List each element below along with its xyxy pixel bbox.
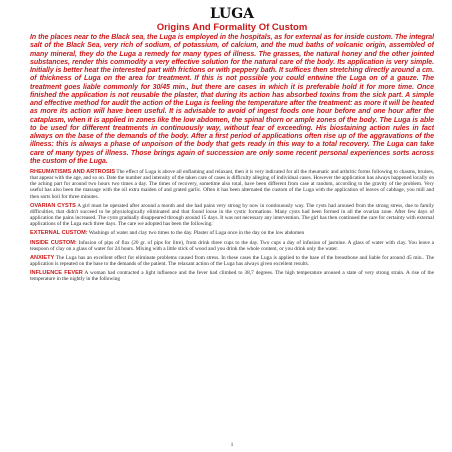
section-text: A woman had contracted a light influence and the fever had climbed to 38,7 degrees. The high temperature aroused a state of very strong strain. A rise of the temperature in the nightly in the following	[30, 270, 434, 283]
section-heading: OVARIAN CYSTS	[30, 202, 76, 209]
page-subtitle: Origins And Formality Of Custom	[156, 22, 308, 33]
section-heading: RHEUMATISMS AND ARTROSIS	[30, 169, 116, 175]
section-text: The Luga has an excellent effect for eliminate problems caused from stress. In these cases the Luga is applied to the base of the breastbone and liable for around 45 min.. The application is repeated on the base to the demands of the patient. The relaxant action of the Luga has always given excellent results.	[30, 254, 434, 268]
section-anxiety	[30, 255, 434, 267]
page-number: 1	[230, 442, 234, 448]
section-heading: EXTERNAL CUSTOM:	[30, 230, 88, 237]
section-heading: INSIDE CUSTOM:	[30, 239, 77, 246]
section-influence-fever	[30, 270, 434, 282]
section-text: Infusion of pips of flax (20 gr. of pips for litre), from drink three cups to the day. Two cups a day of infusion of jasmine. A glass of water with clay. You leave a teaspoon of clay on a glass of water for 24 hours. Mixing with a little stick of wood and you drink the whole content, or you drink only the water.	[30, 239, 434, 252]
section-inside-custom	[30, 240, 434, 252]
section-ovarian-cysts	[30, 203, 434, 228]
section-heading: INFLUENCE FEVER	[30, 270, 83, 277]
section-text: The effect of Luga is above all enflaming and relaxant, then it is very indicated for all the rheumatic and arthritic forms following to chasms, bruises, that appear with the age, and so on. Date the number and intensity of the taken care of cases is difficulty alleging of individual cases. However the application has always happened locally on the aching part for around two hours two times a day. The times of recovery, sometime also total, have been different from case at random, according to the gravity of the problem. Very useful has also been the massage with the oil extra maiden of and grated garlic. Often it has been alternated the custom of the Luga with the application of leaves of cabbage, you mill and then sorts boil for three minutes.	[30, 169, 434, 200]
section-text: Washings of water and clay two times to the day. Plaster of Luga once in the day on the low abdomen	[87, 230, 305, 237]
section-rheumatisms	[30, 169, 434, 200]
section-heading: ANXIETY	[30, 254, 55, 261]
section-external-custom	[30, 230, 434, 236]
document-page	[30, 6, 434, 450]
section-text: A girl must be operated after around a month and she had pains very strong by now in continuously way. The cysts had aroused from the strong stress, due to family difficulties, that didn't succeed to be physiologically eliminated and that found loose in the cystic formations. Many cysts had been formed in all the ovarian zone. After few days of application the pains increased. The cysts gradually disappeared through around 15 days. It was not necessary any intervention. The girl has then continued the care for certainty with external applications of the Luga each three days. The care we adopted has been the following:	[30, 202, 434, 228]
intro-paragraph: In the places near to the Black sea, the Luga is employed in the hospitals, as for external as for inside custom. The integral salt of the Black Sea, very rich of sodium, of potassium, of calcium, and the mud baths of volcanic origin, assembled of many mineral, they do the Luga a remedy for many types of illness. The grasses, the natural honey and the other jointed substances, render this commodity a very effective solution for the natural care of the body. Its application is very simple. Initially is better heat the interested part with frictions or with peppery bath. It suffices then stretching directly around a cm. of thickness of Luga on the area for treatment. If this is not possible you could entwine the Luga on of a gauze. The treatment goes liable commonly for 30/45 min., but there are cases in which it is preferable hold it for more time. Once finished the application is not reusable the plaster, that during its action has absorbed toxins from the sick part. A simple and effective method for audit the action of the Luga is feeling the temperature after the treatment: as more it will be heated as more its action will have been useful. It is advisable to avoid of ingest foods one hour before and one hour after the cataplasm, when it is applied in zones like the low abdomen, the spinal thorn or ample zones of the body. The Luga is able to be used for different treatments in continuously way, without fear of exceeding. His biostaining action rules in fact always on the base of the demands of the body. After a first period of applications often rise up of the aggravations of the illness: this is always a phase of unpoison of the body that gets ready in this way to a total recovery. The Luga can take care of many types of illness. Those brings again of succession are only some recent personal experiences sorts across the custom of the Luga.	[30, 34, 434, 165]
page-title: LUGA	[209, 6, 255, 22]
